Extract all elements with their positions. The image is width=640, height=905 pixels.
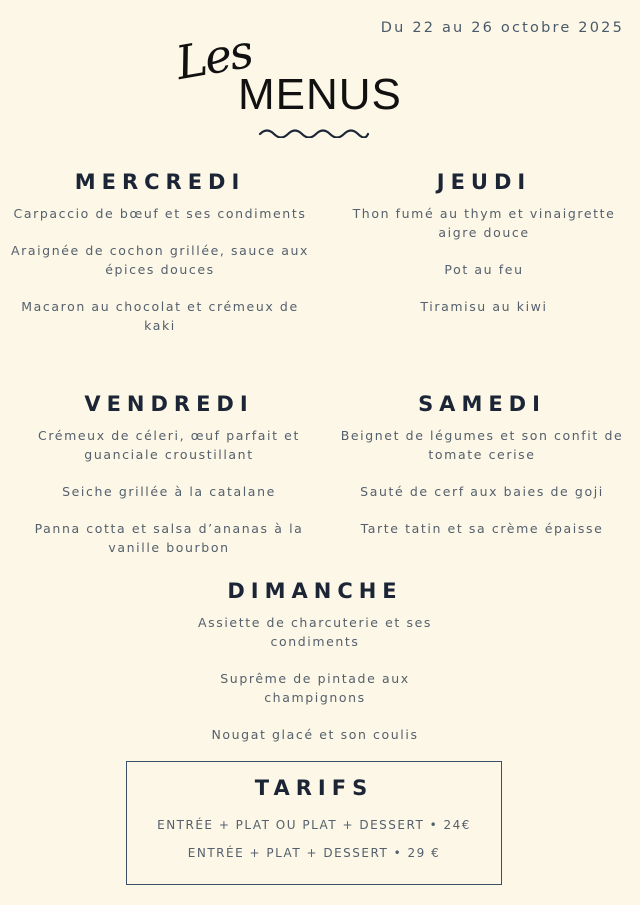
day-vendredi bbox=[10, 392, 328, 575]
dish: Assiette de charcuterie et ses condiments bbox=[197, 615, 433, 649]
dish: Macaron au chocolat et crémeux de kaki bbox=[21, 299, 299, 333]
day-title: DIMANCHE bbox=[227, 579, 403, 603]
dish: Araignée de cochon grillée, sauce aux épices douces bbox=[10, 243, 310, 277]
dish: Nougat glacé et son coulis bbox=[211, 727, 419, 742]
dish: Beignet de légumes et son confit de tomate cerise bbox=[340, 428, 624, 462]
price-line: ENTRÉE + PLAT OU PLAT + DESSERT • 24€ bbox=[157, 818, 471, 832]
day-jeudi bbox=[334, 170, 634, 334]
tarifs-title: TARIFS bbox=[254, 776, 374, 800]
dish: Sauté de cerf aux baies de goji bbox=[360, 484, 604, 499]
dish: Seiche grillée à la catalane bbox=[62, 484, 276, 499]
page-title: MENUS bbox=[238, 70, 402, 119]
day-mercredi bbox=[10, 170, 310, 353]
price-line: ENTRÉE + PLAT + DESSERT • 29 € bbox=[187, 846, 441, 860]
dish: Tiramisu au kiwi bbox=[420, 299, 548, 314]
day-title: SAMEDI bbox=[418, 392, 546, 416]
dish: Panna cotta et salsa d’ananas à la vanille bourbon bbox=[34, 521, 304, 555]
day-title: JEUDI bbox=[436, 170, 532, 194]
date-range: Du 22 au 26 octobre 2025 bbox=[380, 20, 624, 36]
dish: Thon fumé au thym et vinaigrette aigre douce bbox=[352, 206, 616, 240]
dish: Carpaccio de bœuf et ses condiments bbox=[13, 206, 307, 221]
title-script: Les bbox=[171, 23, 256, 91]
tarifs-box bbox=[126, 761, 502, 885]
dish: Crémeux de céleri, œuf parfait et guanciale croustillant bbox=[38, 428, 300, 462]
dish: Suprême de pintade aux champignons bbox=[220, 671, 410, 705]
day-title: VENDREDI bbox=[84, 392, 254, 416]
wave-divider bbox=[258, 126, 370, 138]
dish: Tarte tatin et sa crème épaisse bbox=[360, 521, 604, 536]
day-dimanche bbox=[170, 579, 460, 762]
day-samedi bbox=[334, 392, 630, 556]
day-title: MERCREDI bbox=[74, 170, 246, 194]
dish: Pot au feu bbox=[444, 262, 524, 277]
